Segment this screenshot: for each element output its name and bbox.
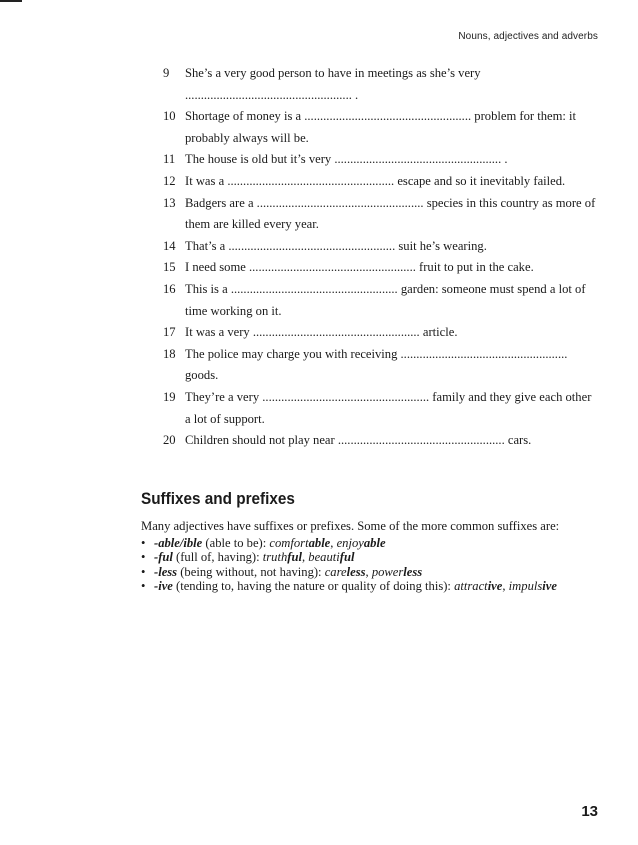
suffix-item (141, 550, 581, 564)
example-word (454, 579, 502, 593)
example-suffix: ive (542, 579, 557, 594)
suffix-item (141, 565, 581, 579)
example-stem: impuls (508, 579, 543, 594)
exercise-item (163, 387, 599, 430)
crop-mark (0, 0, 22, 2)
exercise-number: 10 (163, 109, 176, 124)
example-stem: power (371, 564, 404, 579)
exercise-text: That’s a ..................................................... suit he’s wearing. (185, 238, 487, 253)
separator: , (330, 536, 337, 550)
suffixes-section (141, 489, 581, 594)
exercise-text: She’s a very good person to have in meetings as she’s very ..................................................... . (185, 66, 481, 102)
exercise-text: The house is old but it’s very ..................................................... . (185, 152, 508, 167)
example-word (372, 565, 422, 579)
exercise-item (163, 171, 599, 193)
suffix-item (141, 536, 581, 550)
example-stem: truth (262, 550, 288, 565)
example-word (263, 550, 302, 564)
exercise-number: 17 (163, 325, 176, 340)
suffix-term: -ful (154, 550, 173, 565)
exercise-number: 11 (163, 152, 176, 167)
example-word (509, 579, 557, 593)
section-heading: Suffixes and prefixes (141, 489, 295, 508)
exercise-item (163, 63, 599, 106)
page-number: 13 (581, 803, 598, 820)
exercise-number: 18 (163, 346, 176, 361)
exercise-item (163, 106, 599, 149)
suffix-meaning: (being without, not having): (177, 564, 325, 579)
section-intro: Many adjectives have suffixes or prefixes. Some of the more common suffixes are: (141, 519, 560, 533)
example-suffix: less (403, 564, 423, 579)
exercise-number: 14 (163, 238, 176, 253)
separator: , (301, 550, 309, 565)
exercise-item (163, 430, 599, 452)
exercise-text: It was a very ..................................................... article. (185, 325, 458, 340)
exercise-number: 20 (163, 433, 176, 448)
bullet-icon: • (141, 579, 146, 594)
exercise-text: The police may charge you with receiving ..................................................... goods. (185, 346, 568, 383)
exercise-item (163, 193, 599, 236)
example-suffix: able (363, 536, 386, 550)
exercise-number: 16 (163, 281, 176, 296)
example-word (325, 565, 366, 579)
exercise-list (163, 63, 599, 452)
exercise-number: 13 (163, 195, 176, 210)
exercise-item (163, 344, 599, 387)
example-suffix: able (308, 536, 331, 550)
example-stem: comfort (269, 536, 309, 550)
separator: , (365, 564, 372, 579)
example-suffix: less (346, 564, 366, 579)
bullet-icon: • (141, 536, 146, 550)
exercise-text: It was a ..................................................... escape and so it inevitably failed. (185, 173, 566, 188)
suffix-term: -less (154, 564, 178, 579)
example-stem: care (324, 564, 347, 579)
suffix-item (141, 579, 581, 593)
suffix-meaning: (tending to, having the nature or quality of doing this): (172, 579, 455, 594)
example-stem: attract (454, 579, 488, 594)
example-suffix: ful (287, 550, 302, 565)
example-suffix: ive (487, 579, 503, 594)
exercise-number: 19 (163, 389, 176, 404)
exercise-number: 12 (163, 173, 176, 188)
exercise-item (163, 279, 599, 322)
separator: , (502, 579, 509, 594)
exercise-item (163, 257, 599, 279)
exercise-number: 15 (163, 260, 176, 275)
suffix-term: -ive (154, 579, 173, 594)
bullet-icon: • (141, 564, 146, 579)
suffix-meaning: (full of, having): (172, 550, 263, 565)
exercise-number: 9 (163, 66, 170, 80)
bullet-icon: • (141, 550, 146, 565)
exercise-item (163, 322, 599, 344)
example-stem: enjoy (336, 536, 364, 550)
suffix-list (141, 536, 581, 594)
exercise-item (163, 236, 599, 258)
exercise-item (163, 149, 599, 171)
example-word (337, 536, 386, 550)
example-word (308, 550, 354, 564)
exercise-text: Children should not play near ..................................................... cars. (185, 433, 532, 448)
example-stem: beauti (308, 550, 340, 565)
example-word (269, 536, 330, 550)
running-header: Nouns, adjectives and adverbs (458, 31, 598, 42)
suffix-term: -able/ible (154, 536, 203, 550)
exercise-text: Shortage of money is a ..................................................... problem for them: it probably always will be. (185, 109, 577, 145)
exercise-text: This is a ..................................................... garden: someone must spend a lot of time working on it. (185, 281, 586, 318)
suffix-meaning: (able to be): (202, 536, 270, 550)
exercise-text: Badgers are a ..................................................... species in this country as more of them are killed every year. (185, 195, 596, 232)
exercise-text: I need some ..................................................... fruit to put in the cake. (185, 260, 534, 275)
exercise-text: They’re a very ..................................................... family and they give each other a lot of support. (185, 389, 592, 426)
example-suffix: ful (339, 550, 355, 565)
